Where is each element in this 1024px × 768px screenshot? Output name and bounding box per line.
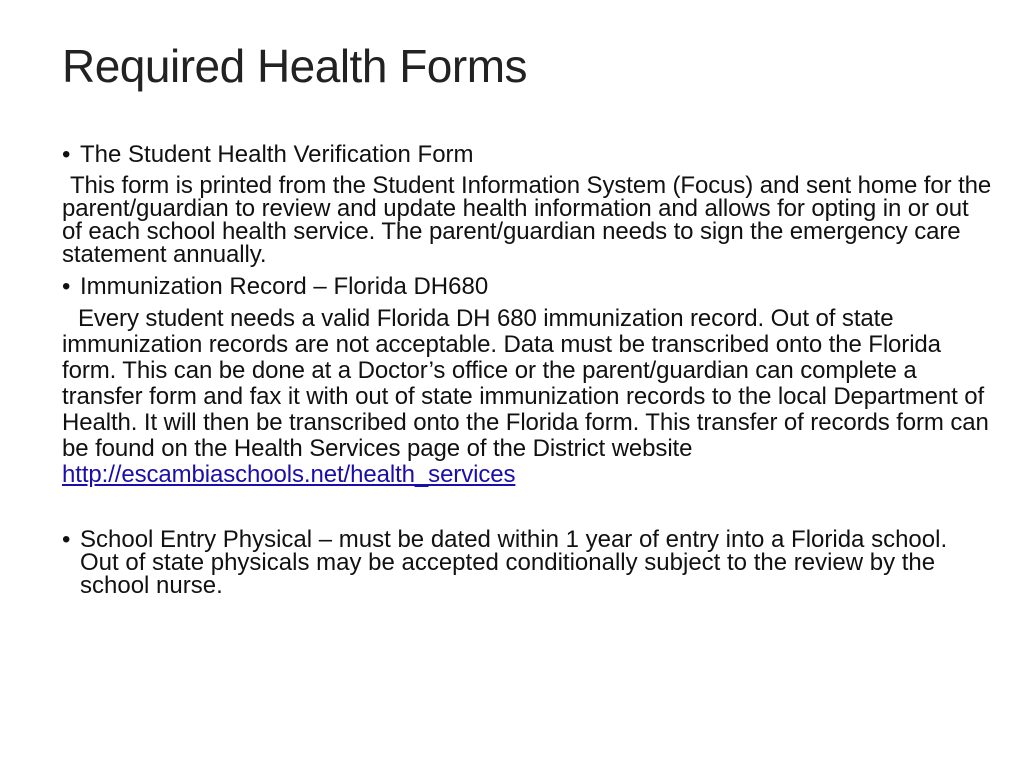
bullet-item-health-verification — [62, 140, 992, 170]
bullet-icon: • — [62, 526, 71, 553]
bullet-item-immunization-record — [62, 272, 992, 302]
paragraph-health-verification — [62, 174, 992, 266]
slide-title: Required Health Forms — [62, 40, 528, 92]
paragraph-text-health-verification: This form is printed from the Student Information System (Focus) and sent home for the parent/guardian to review and update health information and allows for opting in or out of each school health service. The parent/guardian needs to sign the emergency care statement annually. — [62, 172, 992, 268]
paragraph-text-immunization-record: Every student needs a valid Florida DH 680 immunization record. Out of state immunization records are not acceptable. Data must be transcribed onto the Florida form. This can be done at a Doctor’s office or the parent/guardian can complete a transfer form and fax it with out of state immunization records to the local Department of Health. It will then be transcribed onto the Florida form. This transfer of records form can be found on the Health Services page of the District website — [62, 305, 989, 462]
bullet-item-school-entry-physical — [62, 528, 992, 597]
bullet-heading-immunization-record: Immunization Record – Florida DH680 — [80, 273, 489, 300]
bullet-heading-health-verification: The Student Health Verification Form — [80, 141, 474, 168]
bullet-icon: • — [62, 141, 71, 168]
bullet-icon: • — [62, 273, 71, 300]
paragraph-immunization-record — [62, 306, 992, 488]
health-services-link[interactable]: http://escambiaschools.net/health_services — [62, 461, 516, 488]
bullet-text-school-entry-physical: School Entry Physical – must be dated within 1 year of entry into a Florida school. Out of state physicals may be accepted conditionally subject to the review by the school nurse. — [80, 526, 948, 599]
slide-content — [62, 140, 992, 597]
